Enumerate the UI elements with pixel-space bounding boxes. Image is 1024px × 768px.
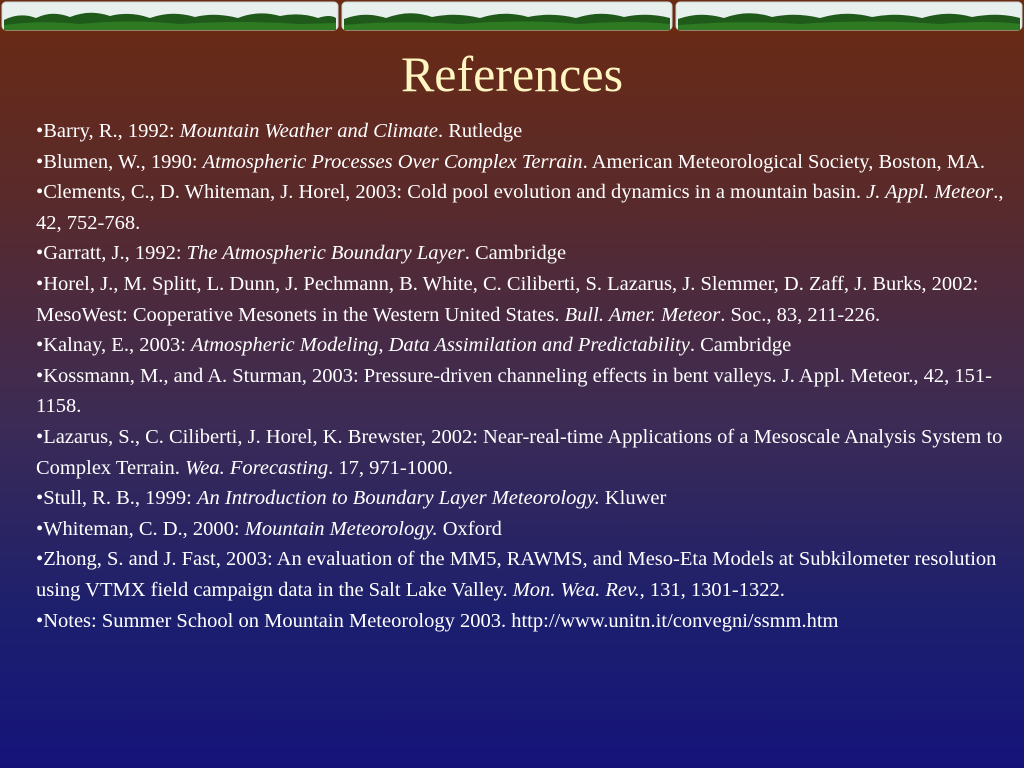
reference-item	[36, 606, 1011, 637]
bullet-glyph: •	[36, 334, 44, 357]
reference-item	[36, 269, 1011, 330]
reference-title: Wea. Forecasting	[185, 456, 329, 479]
reference-publisher: . Cambridge	[689, 334, 792, 357]
reference-publisher: Oxford	[437, 517, 502, 540]
reference-publisher: ., 42, 752-768.	[36, 181, 1004, 234]
reference-item	[36, 116, 1011, 147]
reference-publisher: . Rutledge	[437, 120, 523, 142]
reference-publisher: . American Meteorological Society, Boston, MA.	[582, 150, 985, 173]
bullet-glyph: •	[36, 425, 44, 448]
reference-item	[36, 238, 1011, 269]
bullet-glyph: •	[36, 517, 44, 540]
bullet-glyph: •	[36, 487, 44, 510]
reference-publisher: 131, 1301-1322.	[644, 578, 785, 601]
reference-title: J. Appl. Meteor	[866, 181, 994, 204]
reference-text: Stull, R. B., 1999:	[43, 487, 197, 510]
reference-text: Barry, R., 1992:	[43, 120, 180, 142]
landscape-banner	[0, 0, 1024, 34]
reference-text: Zhong, S. and J. Fast, 2003: An evaluation of the MM5, RAWMS, and Meso-Eta Models at Subkilometer resolution using VTMX field campaign data in the Salt Lake Valley.	[36, 548, 997, 601]
reference-publisher: Kluwer	[599, 487, 667, 510]
references-list	[36, 116, 1011, 636]
reference-text: Kossmann, M., and A. Sturman, 2003: Pressure-driven channeling effects in bent valleys. J. Appl. Meteor., 42, 151-1158.	[36, 364, 992, 418]
reference-title: Atmospheric Modeling, Data Assimilation and Predictability	[191, 334, 690, 357]
reference-text: Blumen, W., 1990:	[43, 150, 203, 173]
reference-title: Mon. Wea. Rev.,	[512, 578, 645, 601]
reference-title: The Atmospheric Boundary Layer	[186, 242, 465, 265]
reference-text: Kalnay, E., 2003:	[43, 334, 192, 357]
reference-text: Notes: Summer School on Mountain Meteorology 2003. http://www.unitn.it/convegni/ssmm.htm	[43, 609, 839, 632]
reference-publisher: . Soc., 83, 211-226.	[720, 303, 881, 326]
reference-text: Horel, J., M. Splitt, L. Dunn, J. Pechmann, B. White, C. Ciliberti, S. Lazarus, J. Slemmer, D. Zaff, J. Burks, 2002: MesoWest: Cooperative Mesonets in the Western United States.	[36, 272, 979, 326]
reference-title: Atmospheric Processes Over Complex Terrain	[202, 150, 583, 173]
reference-text: Lazarus, S., C. Ciliberti, J. Horel, K. Brewster, 2002: Near-real-time Applications of a Mesoscale Analysis System to Complex Terrain.	[36, 425, 1003, 479]
reference-item	[36, 330, 1011, 361]
banner-panel-2	[342, 2, 672, 30]
bullet-glyph: •	[36, 548, 44, 571]
bullet-glyph: •	[36, 150, 44, 173]
bullet-glyph: •	[36, 120, 44, 142]
reference-item	[36, 544, 1011, 605]
bullet-glyph: •	[36, 181, 44, 204]
bullet-glyph: •	[36, 364, 44, 387]
banner-panel-1	[2, 2, 338, 30]
page-title: References	[400, 46, 624, 102]
reference-publisher: . 17, 971-1000.	[328, 456, 453, 479]
reference-title: An Introduction to Boundary Layer Meteorology.	[196, 487, 600, 510]
reference-text: Garratt, J., 1992:	[43, 242, 187, 265]
reference-item	[36, 361, 1011, 422]
reference-item	[36, 147, 1011, 178]
reference-title: Bull. Amer. Meteor	[564, 303, 721, 326]
bullet-glyph: •	[36, 242, 44, 265]
reference-item	[36, 422, 1011, 483]
reference-title: Mountain Meteorology.	[244, 517, 438, 540]
reference-item	[36, 177, 1011, 238]
reference-publisher: . Cambridge	[464, 242, 567, 265]
reference-text: Clements, C., D. Whiteman, J. Horel, 2003: Cold pool evolution and dynamics in a mountain basin.	[43, 181, 867, 204]
reference-item	[36, 483, 1011, 514]
reference-text: Whiteman, C. D., 2000:	[43, 517, 245, 540]
bullet-glyph: •	[36, 609, 44, 632]
banner-panel-3	[676, 2, 1022, 30]
reference-title: Mountain Weather and Climate	[179, 120, 438, 142]
reference-item	[36, 514, 1011, 545]
bullet-glyph: •	[36, 272, 44, 295]
